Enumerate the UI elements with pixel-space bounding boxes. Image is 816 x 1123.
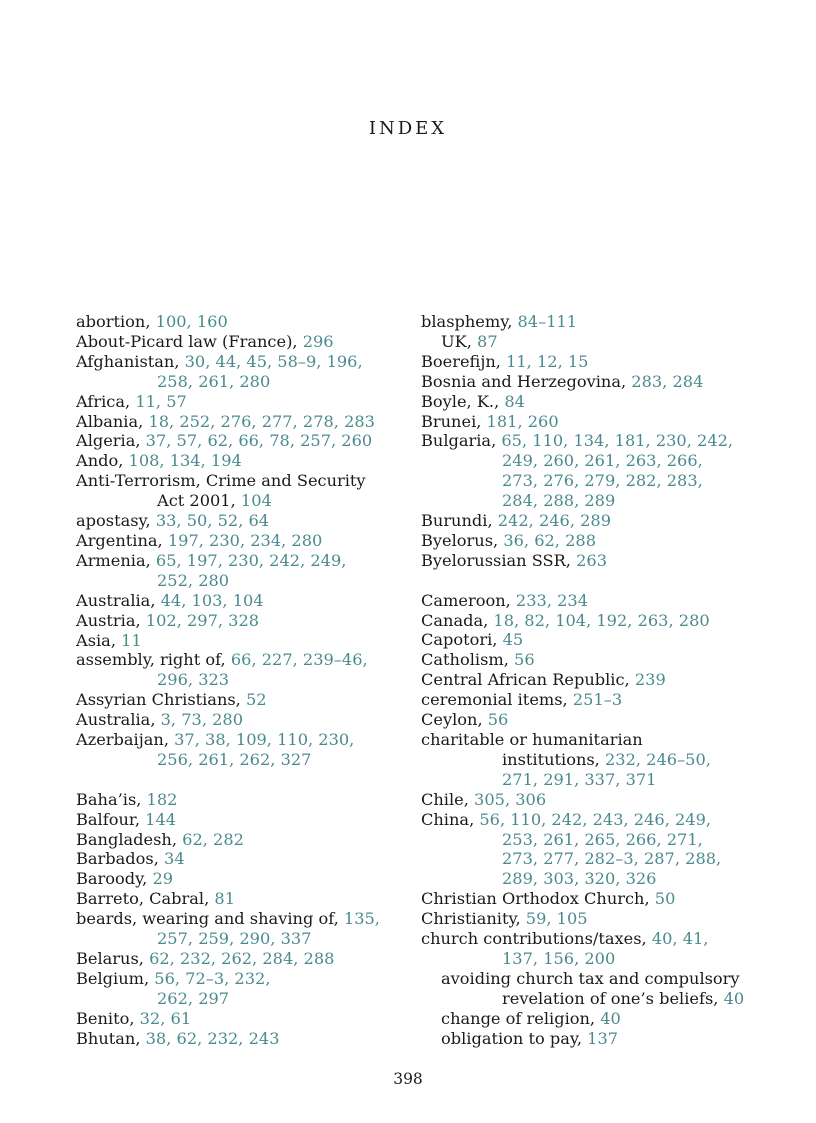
index-entry xyxy=(76,790,406,810)
page-references[interactable]: 102, 297, 328 xyxy=(145,610,260,630)
index-entry xyxy=(76,650,406,670)
index-term: Assyrian Christians, xyxy=(76,690,246,710)
index-entry xyxy=(76,690,406,710)
index-term: church contributions/taxes, xyxy=(421,929,652,949)
page-references[interactable]: 11 xyxy=(121,630,142,650)
index-entry xyxy=(421,730,751,750)
index-term: China, xyxy=(421,809,480,829)
index-entry xyxy=(421,591,751,611)
index-term: charitable or humanitarian xyxy=(421,730,643,750)
letter-group-gap xyxy=(76,770,406,790)
page-references[interactable]: 181, 260 xyxy=(486,411,559,431)
page-references[interactable]: 137, 156, 200 xyxy=(502,948,616,968)
index-entry xyxy=(76,471,406,491)
index-term: Balfour, xyxy=(76,809,146,829)
page-references[interactable]: 44, 103, 104 xyxy=(160,590,264,610)
index-term: Central African Republic, xyxy=(421,670,635,690)
page-title: INDEX xyxy=(368,118,448,139)
index-term: Bosnia and Herzegovina, xyxy=(421,371,632,391)
index-term: Act 2001, xyxy=(157,491,241,511)
index-entry xyxy=(421,650,751,670)
index-term: Armenia, xyxy=(76,550,156,570)
index-entry xyxy=(76,392,406,412)
index-entry xyxy=(421,551,751,571)
index-term: Baha’is, xyxy=(76,789,147,809)
index-entry-continuation xyxy=(421,451,751,471)
page-references[interactable]: 296 xyxy=(302,331,334,351)
index-term: Anti-Terrorism, Crime and Security xyxy=(76,471,366,491)
index-entry xyxy=(421,352,751,372)
index-subentry xyxy=(421,332,751,352)
page-references[interactable]: 52 xyxy=(245,690,267,710)
index-entry xyxy=(76,412,406,432)
index-term: Burundi, xyxy=(421,511,498,531)
index-entry xyxy=(421,929,751,949)
index-term: Brunei, xyxy=(421,411,487,431)
page-references[interactable]: 3, 73, 280 xyxy=(160,710,244,730)
index-column-right xyxy=(421,312,751,1049)
index-entry xyxy=(76,312,406,332)
index-entry xyxy=(76,869,406,889)
index-entry xyxy=(76,889,406,909)
page-references[interactable]: 242, 246, 289 xyxy=(497,511,612,531)
index-term: Christianity, xyxy=(421,909,526,929)
index-entry xyxy=(76,1029,406,1049)
index-entry xyxy=(76,451,406,471)
index-term: UK, xyxy=(441,331,478,351)
page-references[interactable]: 56 xyxy=(487,710,509,730)
page-references[interactable]: 249, 260, 261, 263, 266, xyxy=(502,451,703,471)
index-term: Bangladesh, xyxy=(76,829,183,849)
page-references[interactable]: 11, 12, 15 xyxy=(506,351,589,371)
index-term: Belgium, xyxy=(76,968,155,988)
index-entry xyxy=(76,710,406,730)
index-entry-continuation xyxy=(421,770,751,790)
page-references[interactable]: 65, 110, 134, 181, 230, 242, xyxy=(501,431,734,451)
index-entry-continuation xyxy=(421,949,751,969)
page-references[interactable]: 30, 44, 45, 58–9, 196, xyxy=(184,351,363,371)
index-entry xyxy=(421,690,751,710)
index-term: Capotori, xyxy=(421,630,503,650)
page-references[interactable]: 62, 282 xyxy=(182,829,244,849)
index-entry-continuation xyxy=(76,670,406,690)
index-entry-continuation xyxy=(76,571,406,591)
index-entry xyxy=(421,611,751,631)
index-entry xyxy=(76,591,406,611)
index-entry xyxy=(76,551,406,571)
index-entry xyxy=(76,332,406,352)
page-references[interactable]: 104 xyxy=(240,491,272,511)
page-references[interactable]: 283, 284 xyxy=(631,371,704,391)
index-term: change of religion, xyxy=(441,1008,601,1028)
index-entry-continuation xyxy=(421,849,751,869)
index-term: Canada, xyxy=(421,610,494,630)
index-term: assembly, right of, xyxy=(76,650,231,670)
index-term: Bulgaria, xyxy=(421,431,502,451)
page-references[interactable]: 11, 57 xyxy=(135,391,187,411)
page-references[interactable]: 81 xyxy=(214,889,236,909)
index-entry xyxy=(421,909,751,929)
index-entry xyxy=(76,849,406,869)
index-entry-continuation xyxy=(76,491,406,511)
index-entry xyxy=(76,1009,406,1029)
letter-group-gap xyxy=(421,571,751,591)
index-term: beards, wearing and shaving of, xyxy=(76,909,344,929)
index-subentry xyxy=(421,1009,751,1029)
index-term: apostasy, xyxy=(76,511,156,531)
index-entry xyxy=(76,352,406,372)
index-entry xyxy=(421,431,751,451)
page-references[interactable]: 135, xyxy=(343,909,380,929)
index-term: revelation of one’s beliefs, xyxy=(502,988,724,1008)
page-references[interactable]: 232, 246–50, xyxy=(604,749,711,769)
index-entry-continuation xyxy=(76,929,406,949)
index-term: Barreto, Cabral, xyxy=(76,889,215,909)
index-entry xyxy=(421,790,751,810)
page-references[interactable]: 256, 261, 262, 327 xyxy=(157,749,312,769)
page-references[interactable]: 257, 259, 290, 337 xyxy=(157,929,312,949)
page-references[interactable]: 239 xyxy=(634,670,666,690)
page-references[interactable]: 56, 72–3, 232, xyxy=(154,968,271,988)
page-references[interactable]: 62, 232, 262, 284, 288 xyxy=(149,948,335,968)
index-term: Byelorus, xyxy=(421,530,504,550)
page-references[interactable]: 34 xyxy=(164,849,185,869)
index-term: abortion, xyxy=(76,312,156,331)
index-entry-continuation xyxy=(421,989,751,1009)
page-references[interactable]: 284, 288, 289 xyxy=(502,491,616,511)
page-references[interactable]: 273, 276, 279, 282, 283, xyxy=(502,471,703,491)
index-term: Barbados, xyxy=(76,849,165,869)
index-column-left xyxy=(76,312,406,1049)
index-term: About-Picard law (France), xyxy=(76,331,303,351)
index-term: Australia, xyxy=(76,590,161,610)
index-entry-continuation xyxy=(421,869,751,889)
index-term: Australia, xyxy=(76,710,161,730)
page-references[interactable]: 33, 50, 52, 64 xyxy=(155,511,270,531)
index-entry xyxy=(76,531,406,551)
index-term: Austria, xyxy=(76,610,146,630)
index-term: Chile, xyxy=(421,789,475,809)
page-references[interactable]: 29 xyxy=(152,869,174,889)
index-entry xyxy=(76,969,406,989)
index-entry xyxy=(421,670,751,690)
page-references[interactable]: 56 xyxy=(514,650,535,670)
index-term: Boerefijn, xyxy=(421,351,507,371)
page-number: 398 xyxy=(393,1070,423,1088)
page-references[interactable]: 273, 277, 282–3, 287, 288, xyxy=(502,849,722,869)
index-subentry xyxy=(421,1029,751,1049)
index-entry xyxy=(421,630,751,650)
page-references[interactable]: 84 xyxy=(504,391,525,411)
index-term: Baroody, xyxy=(76,869,153,889)
index-term: Bhutan, xyxy=(76,1028,146,1048)
index-entry xyxy=(76,631,406,651)
index-term: Ando, xyxy=(76,451,129,471)
index-entry xyxy=(421,312,751,332)
page-references[interactable]: 197, 230, 234, 280 xyxy=(167,530,323,550)
index-term: avoiding church tax and compulsory xyxy=(441,968,740,988)
index-entry xyxy=(76,730,406,750)
index-term: Ceylon, xyxy=(421,710,488,730)
index-entry-continuation xyxy=(421,750,751,770)
index-entry xyxy=(76,830,406,850)
index-entry xyxy=(76,431,406,451)
page-references[interactable]: 45 xyxy=(502,630,524,650)
page-references[interactable]: 182 xyxy=(146,789,178,809)
index-entry xyxy=(76,810,406,830)
index-term: Afghanistan, xyxy=(76,351,185,371)
index-term: Catholism, xyxy=(421,650,515,670)
index-entry xyxy=(76,949,406,969)
index-entry xyxy=(421,412,751,432)
page-references[interactable]: 296, 323 xyxy=(157,670,230,690)
page-references[interactable]: 40 xyxy=(600,1008,621,1028)
page-references[interactable]: 18, 252, 276, 277, 278, 283 xyxy=(148,411,375,431)
index-term: Africa, xyxy=(76,391,136,411)
page-references[interactable]: 87 xyxy=(477,331,498,351)
page-references[interactable]: 84–111 xyxy=(517,312,578,331)
index-term: Byelorussian SSR, xyxy=(421,550,577,570)
index-entry xyxy=(421,710,751,730)
index-entry xyxy=(421,889,751,909)
index-term: Algeria, xyxy=(76,431,146,451)
index-term: blasphemy, xyxy=(421,312,518,331)
page-references[interactable]: 59, 105 xyxy=(525,909,588,929)
index-entry xyxy=(76,511,406,531)
index-term: Albania, xyxy=(76,411,149,431)
page-references[interactable]: 18, 82, 104, 192, 263, 280 xyxy=(493,610,710,630)
page-references[interactable]: 100, 160 xyxy=(155,312,228,331)
index-entry-continuation xyxy=(421,471,751,491)
page-references[interactable]: 108, 134, 194 xyxy=(128,451,242,471)
index-entry-continuation xyxy=(76,372,406,392)
index-term: institutions, xyxy=(502,749,605,769)
page-references[interactable]: 262, 297 xyxy=(157,988,230,1008)
index-term: Azerbaijan, xyxy=(76,730,175,750)
page-references[interactable]: 37, 57, 62, 66, 78, 257, 260 xyxy=(145,431,373,451)
page-references[interactable]: 233, 234 xyxy=(515,590,589,610)
page-references[interactable]: 32, 61 xyxy=(139,1008,192,1028)
page-references[interactable]: 305, 306 xyxy=(474,789,547,809)
page-references[interactable]: 50 xyxy=(654,889,676,909)
index-term: obligation to pay, xyxy=(441,1028,588,1048)
index-term: Benito, xyxy=(76,1008,140,1028)
index-entry-continuation xyxy=(76,989,406,1009)
page-references[interactable]: 56, 110, 242, 243, 246, 249, xyxy=(479,809,712,829)
page-references[interactable]: 263 xyxy=(576,550,607,570)
page-references[interactable]: 144 xyxy=(145,809,177,829)
index-entry xyxy=(421,372,751,392)
page-references[interactable]: 137 xyxy=(587,1028,619,1048)
index-entry xyxy=(421,511,751,531)
page-references[interactable]: 252, 280 xyxy=(157,570,230,590)
index-entry xyxy=(421,531,751,551)
index-subentry xyxy=(421,969,751,989)
index-term: Belarus, xyxy=(76,948,150,968)
page-references[interactable]: 38, 62, 232, 243 xyxy=(145,1028,280,1048)
page-references[interactable]: 271, 291, 337, 371 xyxy=(502,769,657,789)
index-term: Cameroon, xyxy=(421,590,516,610)
index-term: Argentina, xyxy=(76,530,168,550)
index-entry-continuation xyxy=(421,491,751,511)
page-references[interactable]: 40, 41, xyxy=(651,929,709,949)
index-entry xyxy=(76,611,406,631)
index-term: Boyle, K., xyxy=(421,391,505,411)
page-references[interactable]: 65, 197, 230, 242, 249, xyxy=(155,550,347,570)
page-references[interactable]: 66, 227, 239–46, xyxy=(230,650,368,670)
page-references[interactable]: 289, 303, 320, 326 xyxy=(502,869,657,889)
page-references[interactable]: 253, 261, 265, 266, 271, xyxy=(502,829,703,849)
index-entry xyxy=(421,810,751,830)
page-references[interactable]: 40 xyxy=(723,988,745,1008)
index-entry xyxy=(421,392,751,412)
index-term: ceremonial items, xyxy=(421,690,573,710)
index-term: Asia, xyxy=(76,630,122,650)
index-entry-continuation xyxy=(76,750,406,770)
page-references[interactable]: 36, 62, 288 xyxy=(503,530,596,550)
page-references[interactable]: 37, 38, 109, 110, 230, xyxy=(174,730,355,750)
page-references[interactable]: 258, 261, 280 xyxy=(157,371,271,391)
index-term: Christian Orthodox Church, xyxy=(421,889,655,909)
index-entry xyxy=(76,909,406,929)
index-entry-continuation xyxy=(421,830,751,850)
page-references[interactable]: 251–3 xyxy=(572,690,623,710)
